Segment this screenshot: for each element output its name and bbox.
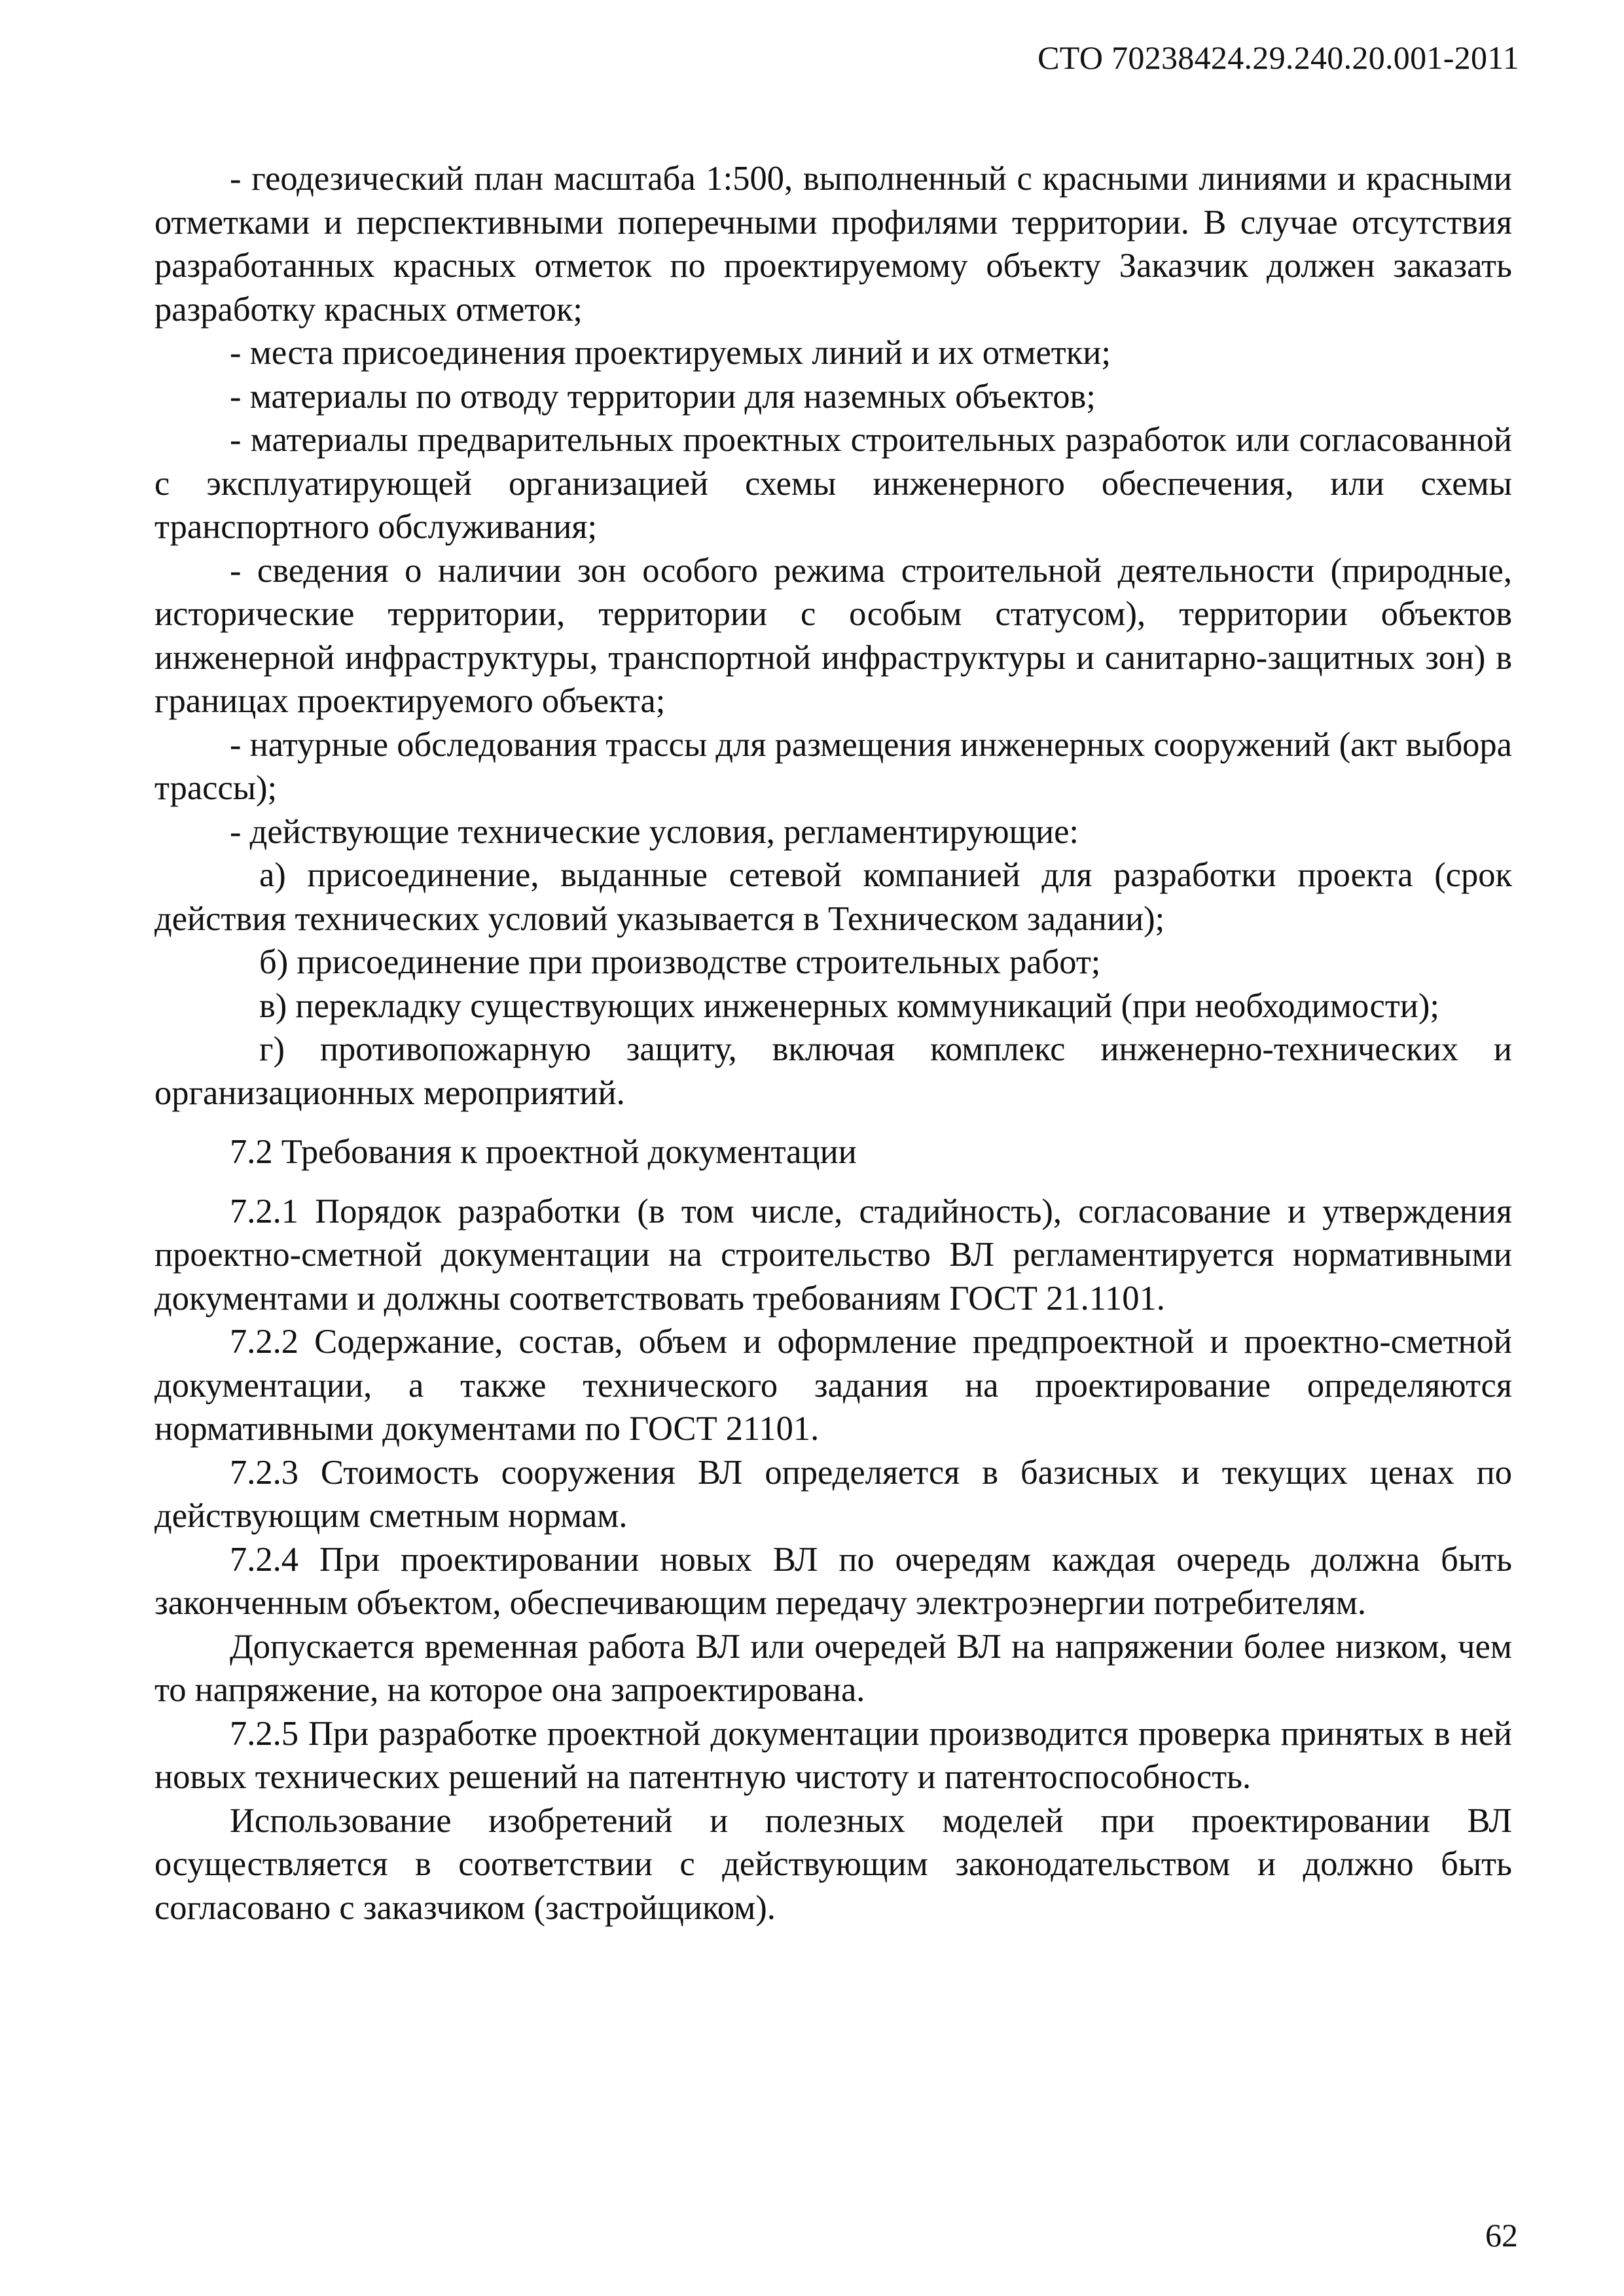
clause-7-2-4: 7.2.4 При проектировании новых ВЛ по очередям каждая очередь должна быть законченным объектом, обеспечивающим передачу электроэнергии потребителям. bbox=[154, 1540, 1512, 1622]
list-item-geodetic-plan: - геодезический план масштаба 1:500, выполненный с красными линиями и красными отметками и перспективными поперечными профилями территории. В случае отсутствия разработанных красных отметок по проектируемому объекту Заказчик должен заказать разработку красных отметок; bbox=[154, 160, 1512, 329]
clause-7-2-2: 7.2.2 Содержание, состав, объем и оформление предпроектной и проектно-сметной документации, а также технического задания на проектирование определяются нормативными документами по ГОСТ 21101. bbox=[154, 1323, 1512, 1448]
document-code-header: СТО 70238424.29.240.20.001-2011 bbox=[1038, 39, 1519, 76]
sub-item-a: а) присоединение, выданные сетевой компанией для разработки проекта (срок действия технических условий указывается в Техническом задании); bbox=[154, 856, 1512, 938]
list-item-route-survey: - натурные обследования трассы для размещения инженерных сооружений (акт выбора трассы); bbox=[154, 725, 1512, 807]
list-item-special-zones: - сведения о наличии зон особого режима строительной деятельности (природные, исторические территории, территории с особым статусом), территории объектов инженерной инфраструктуры, транспортной инфраструктуры и санитарно-защитных зон) в границах проектируемого объекта; bbox=[154, 551, 1512, 720]
sub-item-v: в) перекладку существующих инженерных коммуникаций (при необходимости); bbox=[259, 986, 1439, 1025]
list-item-technical-conditions: - действующие технические условия, регламентирующие: bbox=[230, 812, 1079, 851]
sub-item-b: б) присоединение при производстве строительных работ; bbox=[259, 943, 1101, 981]
list-item-land-allocation: - материалы по отводу территории для наземных объектов; bbox=[230, 377, 1096, 416]
clause-7-2-5: 7.2.5 При разработке проектной документации производится проверка принятых в ней новых технических решений на патентную чистоту и патентоспособность. bbox=[154, 1714, 1512, 1796]
list-item-preliminary-materials: - материалы предварительных проектных строительных разработок или согласованной с эксплуатирующей организацией схемы инженерного обеспечения, или схемы транспортного обслуживания; bbox=[154, 421, 1512, 546]
page-number: 62 bbox=[1485, 2217, 1518, 2253]
paragraph-inventions-use: Использование изобретений и полезных моделей при проектировании ВЛ осуществляется в соответствии с действующим законодательством и должно быть согласовано с заказчиком (застройщиком). bbox=[154, 1801, 1512, 1927]
clause-7-2-1: 7.2.1 Порядок разработки (в том числе, стадийность), согласование и утверждения проектно-сметной документации на строительство ВЛ регламентируется нормативными документами и должны соответствовать требованиям ГОСТ 21.1101. bbox=[154, 1192, 1512, 1318]
clause-7-2-3: 7.2.3 Стоимость сооружения ВЛ определяется в базисных и текущих ценах по действующим сметным нормам. bbox=[154, 1453, 1512, 1535]
section-heading-7-2: 7.2 Требования к проектной документации bbox=[230, 1133, 857, 1171]
list-item-connection-points: - места присоединения проектируемых линий и их отметки; bbox=[230, 334, 1111, 372]
sub-item-g: г) противопожарную защиту, включая комплекс инженерно-технических и организационных мероприятий. bbox=[154, 1030, 1512, 1112]
page-body bbox=[154, 157, 1512, 1929]
paragraph-temporary-operation: Допускается временная работа ВЛ или очередей ВЛ на напряжении более низком, чем то напряжение, на которое она запроектирована. bbox=[154, 1627, 1512, 1709]
